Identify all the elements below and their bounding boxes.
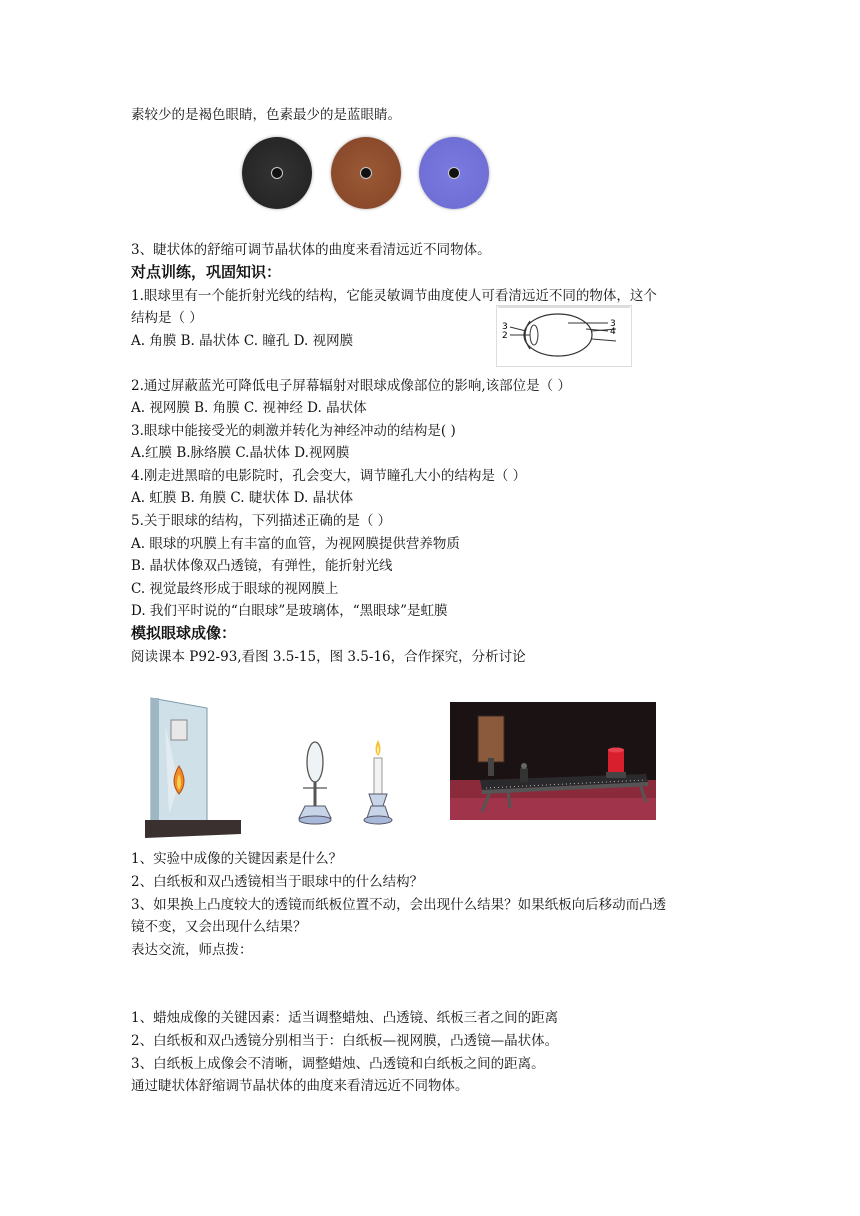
answer-3: 3、白纸板上成像会不清晰，调整蜡烛、凸透镜和白纸板之间的距离。 <box>131 1056 545 1072</box>
summary: 通过睫状体舒缩调节晶状体的曲度来看清远近不同物体。 <box>131 1078 469 1094</box>
diagram-label: 3 <box>610 319 616 329</box>
sim-question-3-line1: 3、如果换上凸度较大的透镜而纸板位置不动，会出现什么结果？如果纸板向后移动而凸透 <box>131 897 667 913</box>
optical-bench-photo <box>450 702 656 820</box>
exchange-heading: 表达交流，师点拨： <box>131 942 253 958</box>
q2-stem: 2.通过屏蔽蓝光可降低电子屏幕辐射对眼球成像部位的影响,该部位是（ ） <box>131 378 571 394</box>
black-eye-image <box>242 137 312 209</box>
q3-options: A.红膜 B.脉络膜 C.晶状体 D.视网膜 <box>131 445 350 461</box>
pupil <box>271 167 283 179</box>
q5-stem: 5.关于眼球的结构，下列描述正确的是（ ） <box>131 513 392 529</box>
sim-question-1: 1、实验中成像的关键因素是什么？ <box>131 851 343 867</box>
answer-2: 2、白纸板和双凸透镜分别相当于：白纸板—视网膜，凸透镜—晶状体。 <box>131 1033 559 1049</box>
lens-experiment-illustration <box>145 694 395 838</box>
pupil <box>448 167 460 179</box>
blue-eye-image <box>419 137 489 209</box>
sim-question-2: 2、白纸板和双凸透镜相当于眼球中的什么结构？ <box>131 874 424 890</box>
q5-option-d: D. 我们平时说的“白眼球”是玻璃体，“黑眼球”是虹膜 <box>131 603 448 619</box>
q1-stem-line1: 1.眼球里有一个能折射光线的结构，它能灵敏调节曲度使人可看清远近不同的物体，这个 <box>131 288 657 304</box>
diagram-label: 4 <box>610 327 616 337</box>
q4-options: A. 虹膜 B. 角膜 C. 睫状体 D. 晶状体 <box>131 490 354 506</box>
q2-options: A. 视网膜 B. 角膜 C. 视神经 D. 晶状体 <box>131 400 367 416</box>
brown-eye-image <box>331 137 401 209</box>
reading-instruction: 阅读课本 P92-93,看图 3.5-15，图 3.5-16，合作探究，分析讨论 <box>131 649 526 665</box>
q5-option-b: B. 晶状体像双凸透镜，有弹性，能折射光线 <box>131 558 393 574</box>
q4-stem: 4.刚走进黑暗的电影院时，孔会变大，调节瞳孔大小的结构是（ ） <box>131 468 527 484</box>
q1-stem-line2: 结构是（ ） <box>131 310 203 326</box>
q3-stem: 3.眼球中能接受光的刺激并转化为神经冲动的结构是( ) <box>131 423 456 439</box>
q5-option-a: A. 眼球的巩膜上有丰富的血管，为视网膜提供营养物质 <box>131 536 460 552</box>
point-3: 3、睫状体的舒缩可调节晶状体的曲度来看清远近不同物体。 <box>131 242 491 258</box>
diagram-label: 3 <box>502 322 508 332</box>
q5-option-c: C. 视觉最终形成于眼球的视网膜上 <box>131 581 339 597</box>
sim-question-3-line2: 镜不变，又会出现什么结果？ <box>131 919 307 935</box>
q1-options: A. 角膜 B. 晶状体 C. 瞳孔 D. 视网膜 <box>131 333 354 349</box>
diagram-label: 2 <box>502 331 508 341</box>
pupil <box>360 167 372 179</box>
intro-text: 素较少的是褐色眼睛，色素最少的是蓝眼睛。 <box>131 107 401 123</box>
training-heading: 对点训练，巩固知识： <box>131 263 282 281</box>
simulation-heading: 模拟眼球成像： <box>131 624 237 642</box>
answer-1: 1、蜡烛成像的关键因素：适当调整蜡烛、凸透镜、纸板三者之间的距离 <box>131 1010 559 1026</box>
eye-structure-diagram <box>496 305 632 367</box>
